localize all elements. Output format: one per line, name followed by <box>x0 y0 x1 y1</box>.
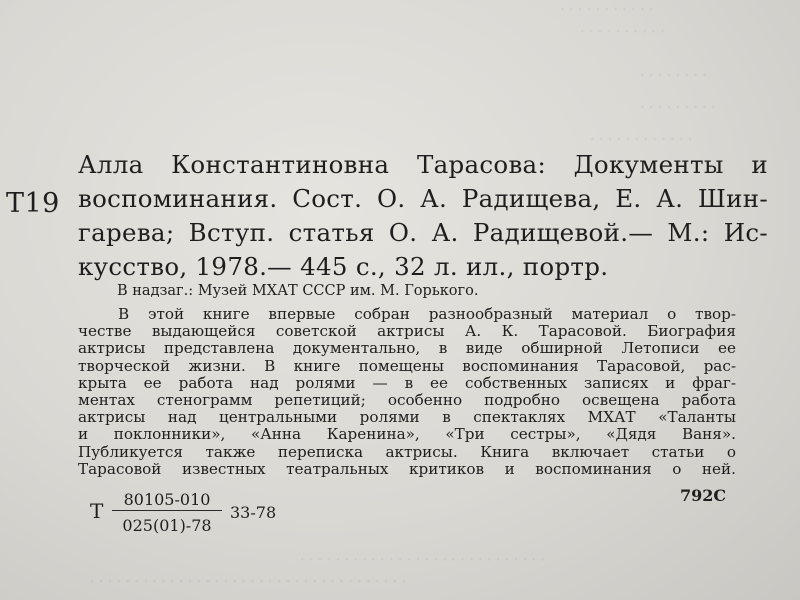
annotation-line: и поклонники», «Анна Каренина», «Три сестры», «Дядя Ваня». <box>78 425 736 444</box>
annotation-line: актрисы над центральными ролями в спектаклях МХАТ «Таланты <box>78 408 736 427</box>
bleed-through-text: · · · · · · · · · <box>640 100 716 116</box>
bibliographic-heading <box>78 148 768 284</box>
bleed-through-text: · · · · · · · · · · · · · · · · · · · · · · · · · · · · · · · · · · · · <box>90 574 406 590</box>
bleed-through-text: · · · · · · · · · · <box>580 24 665 40</box>
annotation-line: ментах стенограмм репетиций; особенно подробно освещена работа <box>78 391 736 410</box>
annotation-line: Публикуется также переписка актрисы. Книга включает статьи о <box>78 442 736 461</box>
bleed-through-text: · · · · · · · · <box>640 68 707 84</box>
index-numerator: 80105-010 <box>112 490 222 511</box>
heading-line: Алла Константиновна Тарасова: Документы и <box>78 150 768 179</box>
bleed-through-text: · · · · · · · · · · · · · · · · · · · · · · · · · · · · <box>300 552 545 568</box>
classification-code: 792С <box>680 486 727 505</box>
annotation-line: честве выдающейся советской актрисы А. К. Тарасовой. Биография <box>78 322 736 341</box>
heading-line: кусство, 1978.— 445 с., 32 л. ил., портр. <box>78 252 609 281</box>
bleed-through-text: · · · · · · · · · · · · <box>590 132 693 148</box>
index-denominator: 025(01)-78 <box>122 516 212 535</box>
heading-line: гарева; Вступ. статья О. А. Радищевой.— М.: Ис- <box>78 218 768 247</box>
header-note: В надзаг.: Музей МХАТ СССР им. М. Горького. <box>117 283 479 299</box>
annotation-line: творческой жизни. В книге помещены воспоминания Тарасовой, рас- <box>78 356 736 375</box>
annotation-line: актрисы представлена документально, в виде обширной Летописи ее <box>78 339 736 358</box>
call-number: Т19 <box>6 188 60 219</box>
heading-line: воспоминания. Сост. О. А. Радищева, Е. А. Шин- <box>78 184 768 213</box>
catalog-index <box>90 490 300 550</box>
bleed-through-text: · · · · · · · · · · · <box>560 2 654 18</box>
annotation <box>78 306 736 478</box>
annotation-line: Тарасовой известных театральных критиков и воспоминания о ней. <box>78 459 736 478</box>
annotation-line: В этой книге впервые собран разнообразный материал о твор- <box>118 305 736 323</box>
index-code: 33-78 <box>230 503 277 522</box>
annotation-line: крыта ее работа над ролями — в ее собственных записях и фраг- <box>78 373 736 392</box>
index-letter: Т <box>90 499 104 523</box>
